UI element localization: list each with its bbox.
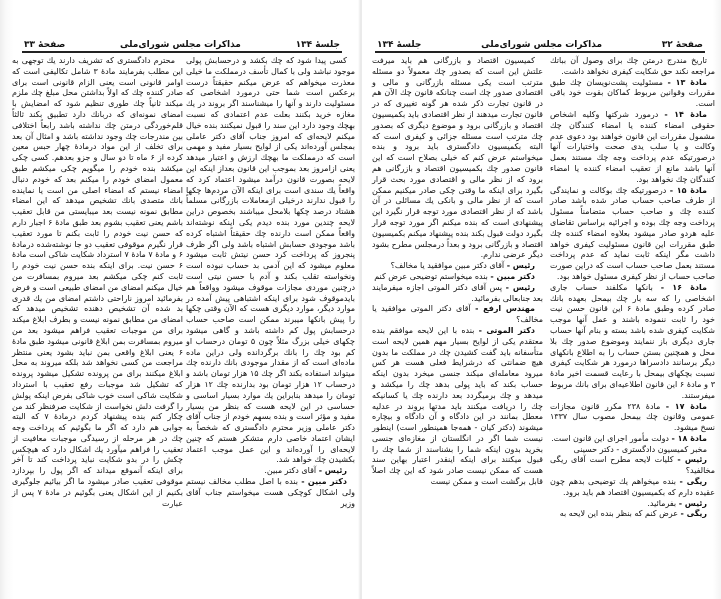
paragraph (550, 186, 715, 283)
page-header (375, 37, 705, 53)
text-column (550, 56, 715, 520)
paragraph (550, 455, 715, 477)
page-number: صفحهٔ ۳۳ (24, 40, 66, 50)
paragraph-text: آقای دکتر مبین. (264, 466, 317, 476)
paragraph (12, 56, 183, 509)
paragraph-text: کلیات لایحه مطرح است آقای ریگی مخالفید؟ (550, 455, 715, 476)
paragraph-text: پس آقای دکتر الموتی اجازه میفرمایند بعد جنابعالی بفرمائید. (372, 282, 543, 303)
paragraph (550, 283, 715, 402)
paragraph (372, 304, 543, 326)
paragraph (372, 56, 543, 261)
paragraph (372, 326, 543, 488)
speaker-label: رئیس - (505, 282, 536, 292)
paragraph-text: درمورد شرکتها وکلیه اشخاص حقوقی امضاء کننده یا امضاء کنندگان چك مشمول مقررات این قانون خواهند بود دعوی عدم وکالت و یا سلب یدی صحت واختیارات آنها درصورتیکه عدم پرداخت وجه چك مستند بعمل آنها باشد مانع از تعقیب امضاء کننده یا امضاء کنندگان چك نخواهد بود. (550, 109, 715, 184)
paragraph (372, 272, 543, 283)
paragraph (550, 78, 715, 110)
text-column (12, 56, 183, 509)
speaker-label: ریگی - (680, 509, 707, 519)
page-number: صفحهٔ ۳۲ (661, 40, 703, 50)
speaker-label: مهندس ارفع - (475, 304, 535, 314)
paragraph (186, 477, 355, 509)
paragraph (550, 445, 715, 456)
publication-title: مذاکرات مجلس شورای‌ملی (119, 40, 241, 50)
paragraph-text: دولت مأمور اجرای این قانون است. (551, 433, 669, 443)
paragraph (550, 56, 715, 78)
paragraph-text: کسی پیدا شود که چك بکشد و درحسابش پولی موجود نباشد ولی با کمال تأسف درمملکت ما خیلی معذرت میخواهم که عرض میکنم حقیقتاً درست برعکس است شما حتی درمورد اشخاصی که مسئولیت دارند و آنها را میشناسند اگر بروند در یك مغازه خرید بکنند بعلت عدم اعتمادی که نسبت بهچك وجود دارد این سند را قبول نمیکنند بنده خیال میکنم لایحه‌ای که امروز جناب آقای دکتر عاملی بمجلس آورده‌اند یکی از لوایح بسیار مفید و مهمی است که درمملکت ما بهچك ارزش و اعتبار میدهد یعنی ازامروز بعد بموجب این قانون بعداز اینکه این لایحه بصورت قانون درآمد میشود اعتماد کرد که واقعاً یك سندی است برای اینکه الآن مردم‌ها چکها را قبول ندارند درخیلی ازمعاملات بازرگانی مسلماً هشتاد درصد چکها بلامحل میباشند بخصوص دراین لایحه چندین مورد بنده دیدم یکی اینکه نوشته‌اند واقعاً ممکن است دارنده چك حقیقتاً اشتباه کرده باشد موجودی حسابش اشتباه باشد ولی اگر ظرف پنجروز که پرداخت کرد حسن نیتش ثابت میشود معلوم میشود که این آدمی بد حساب نبوده است ونخواسته تقلب بکند و آدم با حسن نیتی است درچنین موردی مجازات موقوف میشود وواقعاً هم بایدموقوف شود برای اینکه اشتباهی پیش آمده در موارد دیگر، موارد دیگری هست که الآن وقتی چکها را پیش بانکها میبرند ممکن است صاحب حساب درحسابش پول کم داشته باشد و گاهی میشود چکهای خیلی بزرگ مثلاً چون ۵ تومان درحساب او کم بود چك را بانك برگردانده ولی دراین ماده ماده‌ای است که از مقدار موجودی بانك دارنده چك میتواند استفاده بکند اگر چك ۱۵ هزار تومان باشد و درحساب ۱۲ هزار تومان بود بدارنده چك ۱۲ هزار تومان را میدهد بنابراین یك موارد بسیار اساسی و حساسی در این لایحه هست که بنظر من بسیار مفید و مؤثر است و بنده بسهم خودم از جناب آقای دکتر عاملی وزیر محترم دادگستری که شخصاً به ایشان اعتماد خاصی دارم متشکر هستم که چنین لایحه‌ای را آورده‌اند و این عمل موجب اعتماد بکشیدن چك خواهد شد. (186, 56, 355, 465)
paragraph-text: درصورتیکه چك بوکالت و نمایندگی از طرف صاحب حساب صادر شده باشد صادر کننده چك و صاحب حساب متضامناً مسئول پرداخت وجه چك بوده و اجرائیه براساس تقاضای علیه هردو صادر میشود بعلاوه امضاء کننده چك طبق مقررات این قانون مسئولیت کیفری خواهد داشت مگر اینکه ثابت نماید که عدم پرداخت مستند بعمل صاحب حساب است که دراین صورت صاحب حساب از نظر کیفری مسئول خواهد بود. (550, 185, 715, 281)
speaker-label: مادهٔ ۱۸ - (671, 433, 707, 443)
paragraph (550, 477, 715, 499)
paragraph (186, 56, 355, 466)
speaker-label: مادهٔ ۱۴ - (664, 109, 708, 119)
paragraph (550, 434, 715, 445)
speaker-label: دکتر مبین - (301, 477, 347, 487)
paragraph-text: مخبر کمیسیون دادگستری - دکتر حسینی (573, 444, 707, 454)
speaker-label: رئیس - (677, 455, 707, 465)
speaker-label: مادهٔ ۱۶ - (660, 282, 707, 292)
speaker-label: دکتر الموتی - (478, 325, 535, 335)
speaker-label: رئیس - (506, 261, 535, 271)
paragraph-text: بنده میخواهم یك توضیحی بدهم چون عقیده دارم که بکمیسیون اقتصاد هم باید برود. (550, 477, 715, 497)
paragraph (550, 509, 715, 520)
paragraph-text: تاریخ مندرج درمتن چك برای وصول آن بباتك مراجعه نکند حق شکایت کیفری نخواهد داشت. (550, 56, 715, 76)
page-header (22, 37, 342, 53)
paragraph-text: آقای دکتر الموتی موافقید یا مخالف؟ (372, 304, 543, 325)
paragraph (372, 261, 543, 272)
paragraph-text: آقای دکتر مبین موافقید یا مخالف؟ (390, 261, 505, 271)
right-page (362, 0, 721, 599)
speaker-label: مادهٔ ۱۵ - (669, 185, 708, 195)
paragraph-text: بنده میخواستم توضیحی عرض کنم (374, 271, 488, 281)
paragraph (550, 499, 715, 510)
speaker-label: رئیس - (318, 466, 347, 476)
speaker-label: دکتر مبین - (490, 271, 535, 281)
publication-title: مذاکرات مجلس شورای‌ملی (481, 40, 603, 50)
paragraph-text: کمیسیون اقتصاد و بازرگانی هم باید میرفت علتش این است که بصدور چك معمولاً دو مسئله مترتب است یکی مسئله بازرگانی و مالی و اقتصادی صدور چك است چنانکه قانون چك الآن هم در قانون تجارت ذکر شده هر گونه تغییری که در قانون تجارت میدهند از نظر اقتصادی باید بکمیسیون اقتصاد و بازرگانی برود و موضوع دیگری که بصدور چك مترتب است مسئله جزائی و کیفری است که البته بکمیسیون دادگستری باید برود و بنده میخواستم عرض کنم که خیلی بصلاح است که این قانون صدور چك بکمیسیون اقتصاد و بازرگانی هم برود که از نظر مالی و اقتصادی مورد بحث قرار بگیرد برای اینکه ما وقتی چکی صادر میکنیم ممکن است که از نظر مالی و بانکی یك مسائلی در آن باشد که از نظر اقتصادی مورد توجه قرار نگیرد این پیشنهادی است که بنده میکنم اگر مورد توجه قرار بگیرد دولت قبول بکند بنده پیشنهاد میکنم بکمیسیون اقتصاد و بازرگانی برود و بعداً درمجلس مطرح بشود دیگر عرضی ندارم. (371, 56, 543, 260)
paragraph-text: بفرمائید. (647, 498, 677, 508)
paragraph-text: بانکها مکلفند حساب جاری اشخاصی را که سه بار چك بیمحل بعهده بانك صادر کرده وطبق مادهٔ ۶ این قانون حسن نیت خود را ثابت ننموده باشند و عمل آنها موجب شکایت کیفری شده باشد بسته و بنام آنها حساب جاری دیگری باز ننمایند وموضوع صدور چك بلا محل و همچنین بستن حساب را به اطلاع بانکهای دیگر برسانند دادسراها درمورد هر شکایت کیفری نسبت بچکهای بیمحل با رعایت قسمت اخیر مادهٔ ۳ و مادهٔ ۶ این قانون اطلاعیه‌ای برای بانك مربوط میفرستند. (550, 282, 715, 400)
paragraph-text: بنده با اصل مطلب مخالف نیستم ولی اشکال کوچکی هست میخواستم جناب آقای وزیر (186, 477, 355, 508)
paragraph-text: مسئولیت پشت‌نویسان چك طبق مقررات وقوانین مربوط کماکان بقوت خود باقی است. (550, 77, 715, 109)
text-column (186, 56, 355, 509)
paragraph (550, 402, 715, 434)
paragraph-text: محترم دادگستری که تشریف دارند یك توجهی به این مطلب بفرمایند مادهٔ ۳ شامل تکالیفی است که اوامر قانونی است یعنی الزام قانونی است برای صادر کننده چك که اولاً بداشتن محل مبلغ چك ملزم میکند ثانیاً چك طوری تنظیم شود که امضایش با امضای نمونه‌ای که دربانك دارد تطبیق بکند ثالثاً قلم‌خوردگی درمتن چك نداشته باشد رابعاً اختلافی بین مندرجات چك وجود نداشته باشد و امثال آن بعد برای تخلف از این مواد درمادهٔ چهار حبس معین کرده از ۶ ماه تا دو سال و جزو بعدهم. کسی چکی میکشد بنده خودم را میگویم چکی میکشم طبق معمول امضای خودم را میکنم بعد که خودم دنبال امضاء نیستم که امضاء اصلی من است یا نماینده بانك متصدی بانك تشخیص میدهد که این امضاء مطابق نمونه نیست بعد میبایستی من قابل تعقیب باشم یعنی تعقیب بشوم بعد طبق مادهٔ ۶ اجبار دارم که حسن نیت خودم را ثابت بکنم تا مورد تعقیب قرار نگیرم موقوفی تعقیب دو جا نوشته‌شده درمادهٔ ۶ و مادهٔ ۷ مادهٔ ۷ استرداد شکایت شاکی است مادهٔ ۶ حسن نیت. برای اینکه بنده حسن نیت خودم را ثابت کنم چکی میکشم بعد میروم بمسافرت من خیال میکنم امضای من امضای طبیعی است و فرض بفرمائید امروز ناراحتی داشتم امضای من یك قدری بد شده آن تشخیص دهنده تشخیص میدهد که امضای من مطابق نمونه نیست و بطرف ابلاغ میکند برای من موجبات تعقیب فراهم میشود بعد من میروم بمسافرت بمن ابلاغ قانونی میشود طبق مادهٔ ۶ یعنی ابلاغ واقعی بمن نباید بشود یعنی منتظر مراجعت من کسی نخواهد شد بلکه میروند به محل ابلاغ میکنند برای من پرونده تشکیل میشود پرونده که تشکیل شد موجبات رفع تعقیب با استرداد شکایت شاکی است خوب شاکی بفرض اینکه پولش را گرفت دلش نخواست از شکایت صرفنظر کند من چکار کنم بنده پیشنهاد کردم درمادهٔ ۷ که البته جوابی هم دارد که اگر ما بگوئیم که پرداخت وجه چك در هر مرحله از رسیدگی موجبات معافیت از تعقیب را فراهم میآورد یك اشکال دارد که هیچکس چکش را در بدو شکایت نباید پرداخت کند تا آخر برای اینکه آنموقع میداند که اگر پول را بپردازد موقوفی تعقیب صادر میشود ما اگر بیائیم جلوگیری بکنیم از این اشکال یعنی بگوئیم در مادهٔ ۷ پس از عبارت (12, 56, 183, 508)
paragraph (372, 283, 543, 305)
paragraph-text: مادهٔ ۲۳۸ مکرر قانون مجازات عمومی وقانون چك بیمحل مصوب سال ۱۳۳۷ نسخ میشود. (550, 401, 715, 433)
paragraph (186, 466, 355, 477)
text-column (372, 56, 543, 488)
paragraph-text: بنده با این لایحه موافقم بنده معتقدم یکی از لوایح بسیار مهم همین لایحه است متأسفانه باید گفت کشیدن چك در مملکت ما بدون هیچ ضمانتی که درشرایط فعلی هست هر کس میرود معامله‌ای میکند جنسی میخرد بدون اینکه حساب بکند که باید پولی بدهد چك را میکشد و میدهد و چك برمیگردد بعد دارنده چك یا کسانیکه چك را دریافت میکنند باید مدتها بروند در عدلیه معطل بمانند در این دادگاه و آن دادگاه و بیچاره میشوند (دکتر کیان - همه‌جا همینطور است) اینطور نیست شما اگر در انگلستان از مغازه‌ای جنسی بخرید بدون اینکه شما را بشناسند از شما چك را قبول میکنند برای اینکه اینقدر اعتبار بهاین سند هست که ممکن نیست صادر شود که این چك اصلاً قابل برگشت است و ممکن نیست (372, 325, 543, 487)
speaker-label: مادهٔ ۱۷ - (665, 401, 707, 411)
speaker-label: ریگی - (679, 477, 708, 487)
session-number: جلسهٔ ۱۳۴ (295, 40, 340, 50)
speaker-label: رئیس - (678, 498, 707, 508)
session-number: جلسهٔ ۱۳۴ (377, 40, 422, 50)
speaker-label: مادهٔ ۱۳ - (667, 77, 707, 87)
paragraph-text: عرض کنم که بنظر بنده این لایحه به (559, 509, 678, 519)
paragraph (550, 110, 715, 186)
